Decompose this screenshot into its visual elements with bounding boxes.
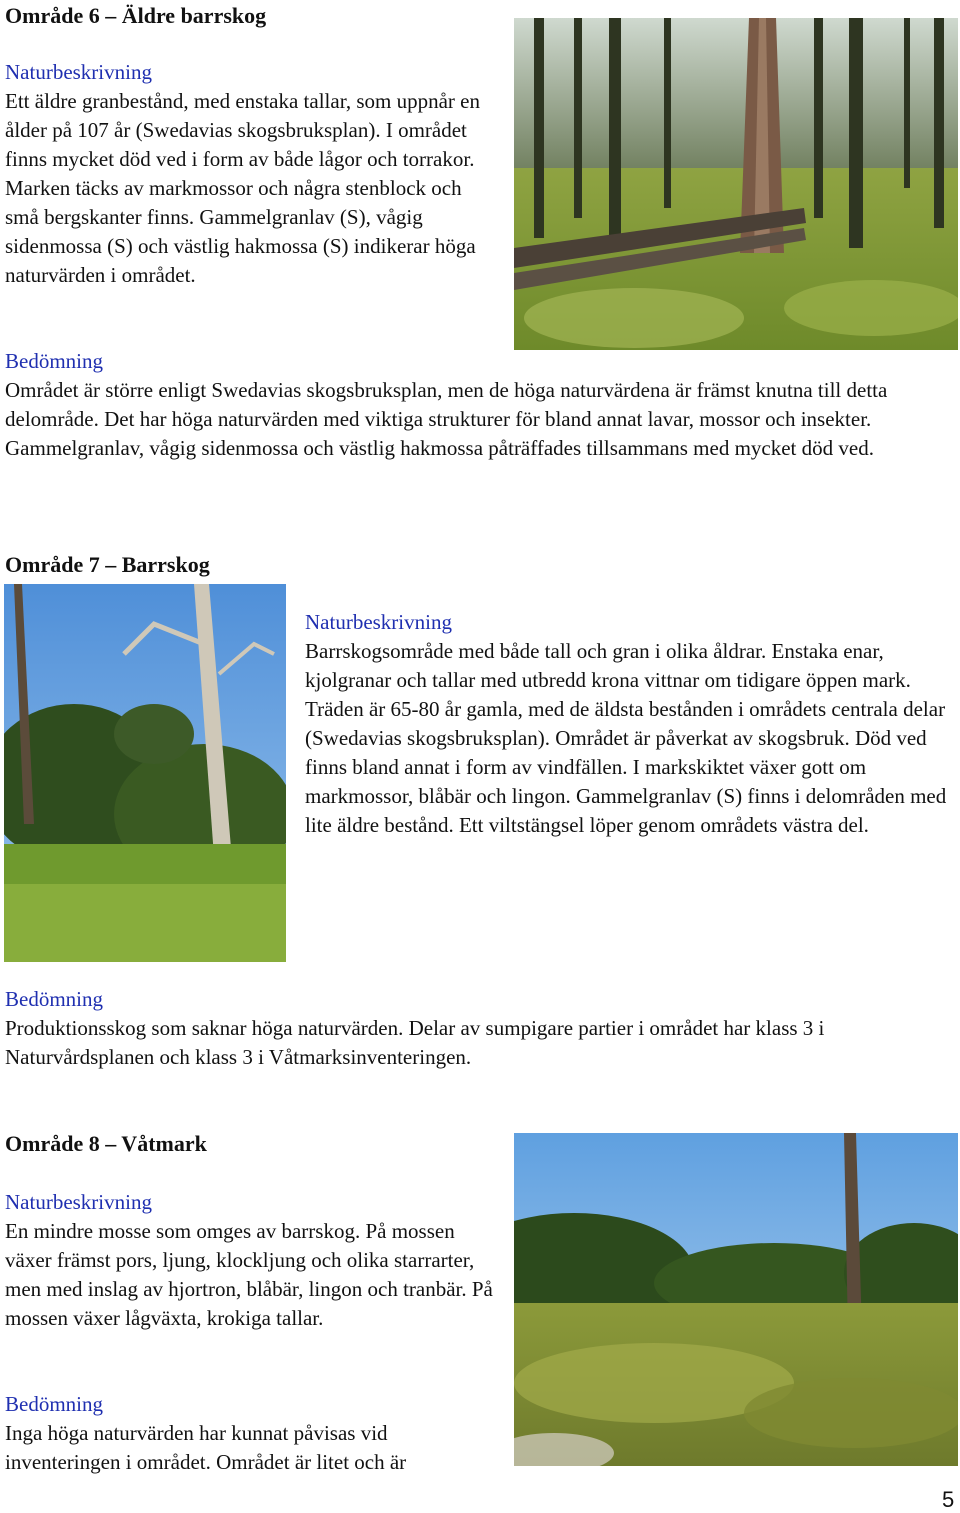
area7-title: Område 7 – Barrskog <box>5 552 210 577</box>
area8-wetland-photo <box>514 1133 958 1466</box>
area6-description-text: Ett äldre granbestånd, med enstaka tallar, som uppnår en ålder på 107 år (Swedavias skogsbruksplan). I området finns mycket död ved i form av både lågor och torrakor. Marken täcks av markmossor och några stenblock och små bergskanter finns. Gammelgranlav (S), vågig sidenmossa (S) och västlig hakmossa (S) indikerar höga naturvärden i området. <box>5 89 480 287</box>
area6-description-heading: Naturbeskrivning <box>5 60 152 84</box>
page-number: 5 <box>942 1487 955 1512</box>
area6-forest-photo <box>514 18 958 350</box>
area7-description-heading: Naturbeskrivning <box>305 610 452 634</box>
area8-title: Område 8 – Våtmark <box>5 1131 207 1156</box>
area8-assessment-heading: Bedömning <box>5 1392 103 1416</box>
area7-assessment-text: Produktionsskog som saknar höga naturvärden. Delar av sumpigare partier i området har klass 3 i Naturvårdsplanen och klass 3 i Våtmarksinventeringen. <box>5 1016 825 1069</box>
area7-forest-photo <box>4 584 286 962</box>
area8-assessment-text: Inga höga naturvärden har kunnat påvisas vid inventeringen i området. Området är litet och är <box>5 1421 407 1474</box>
area7-description-text: Barrskogsområde med både tall och gran i olika åldrar. Enstaka enar, kjolgranar och tallar med utbredd krona vittnar om tidigare öppen mark. Träden är 65-80 år gamla, med de äldsta bestånden i områdets centrala delar (Swedavias skogsbruksplan). Området är påverkat av skogsbruk. Död ved finns bland annat i form av vindfällen. I markskiktet växer gott om markmossor, blåbär och lingon. Gammelgranlav (S) finns i delområden med lite äldre bestånd. Ett viltstängsel löper genom områdets västra del. <box>305 639 947 837</box>
area7-assessment-heading: Bedömning <box>5 987 103 1011</box>
area6-assessment-heading: Bedömning <box>5 349 103 373</box>
area8-description-heading: Naturbeskrivning <box>5 1190 152 1214</box>
area6-title: Område 6 – Äldre barrskog <box>5 3 267 28</box>
area8-description-text: En mindre mosse som omges av barrskog. På mossen växer främst pors, ljung, klockljung och olika starrarter, men med inslag av hjortron, blåbär, lingon och tranbär. På mossen växer lågväxta, krokiga tallar. <box>5 1219 493 1330</box>
area6-assessment-text: Området är större enligt Swedavias skogsbruksplan, men de höga naturvärdena är främst knutna till detta delområde. Det har höga naturvärden med viktiga strukturer för bland annat lavar, mossor och insekter. Gammelgranlav, vågig sidenmossa och västlig hakmossa påträffades tillsammans med mycket död ved. <box>5 378 888 460</box>
